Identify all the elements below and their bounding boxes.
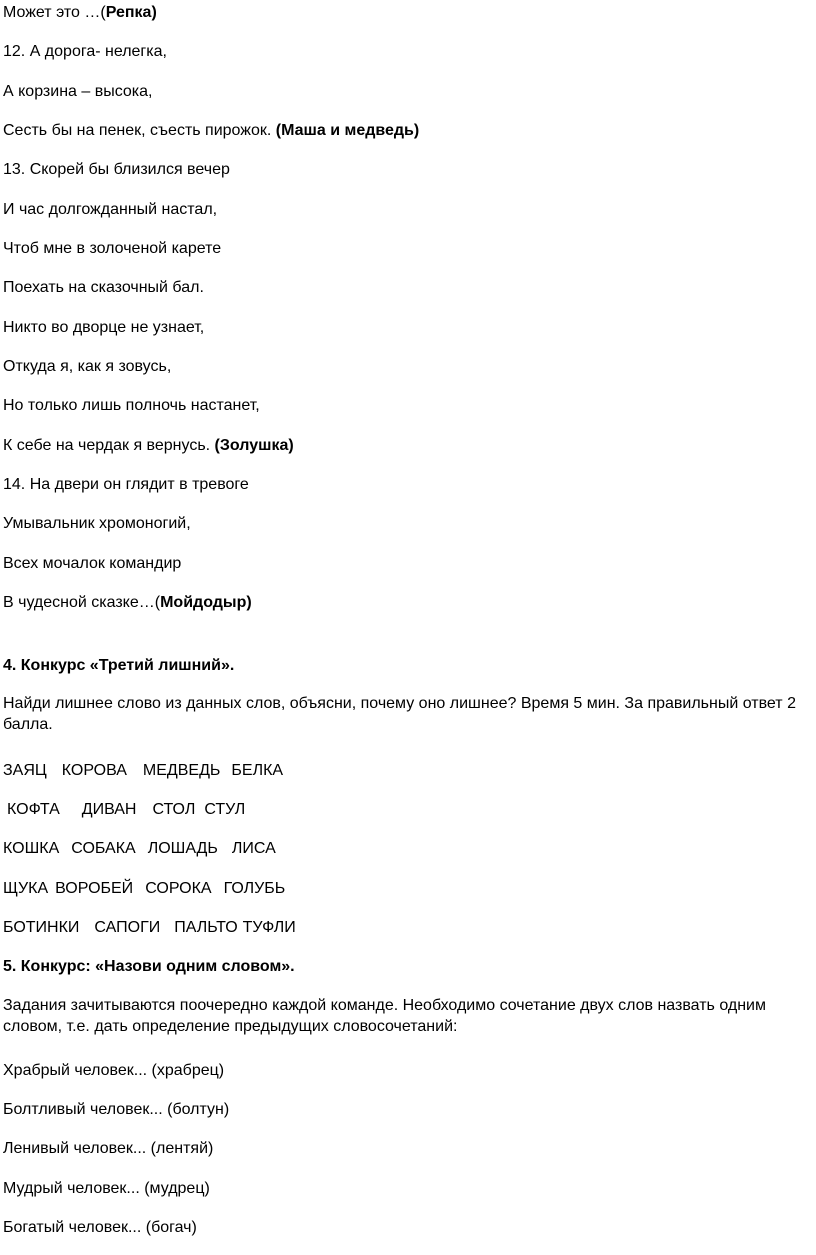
word: ЛИСА (231, 840, 276, 857)
riddle-text: Может это …( (3, 4, 106, 21)
word: КОШКА (3, 840, 60, 857)
word-row-5 (3, 918, 296, 938)
riddle-13-line-3: Чтоб мне в золоченой карете (3, 240, 222, 257)
contest-5-heading (3, 957, 295, 977)
word: СОРОКА (145, 880, 212, 897)
word: ТУФЛИ (242, 919, 296, 936)
word: МЕДВЕДЬ (142, 762, 221, 779)
riddle-13-line-2: И час долгожданный настал, (3, 201, 218, 218)
word: БОТИНКИ (3, 919, 80, 936)
section-heading: 5. Конкурс: «Назови одним словом». (3, 958, 295, 975)
answer-item-3: Ленивый человек... (лентяй) (3, 1140, 214, 1157)
word: ЩУКА (3, 880, 49, 897)
contest-5-instruction: Задания зачитываются поочередно каждой команде. Необходимо сочетание двух слов назвать одним словом, т.е. дать определение предыдущих словосочетаний: (3, 997, 766, 1035)
word-row-4 (3, 879, 285, 899)
riddle-13-line-4: Поехать на сказочный бал. (3, 279, 204, 296)
riddle-14-line-1: 14. На двери он глядит в тревоге (3, 476, 249, 493)
contest-4-instruction: Найди лишнее слово из данных слов, объясни, почему оно лишнее? Время 5 мин. За правильный ответ 2 балла. (3, 695, 796, 733)
word: ЛОШАДЬ (147, 840, 218, 857)
riddle-12-line-3 (3, 121, 419, 141)
riddle-answer: (Маша и медведь) (275, 122, 420, 139)
riddle-answer: Мойдодыр) (160, 594, 252, 611)
word: ДИВАН (81, 801, 137, 818)
word-row-1 (3, 761, 283, 781)
riddle-answer: Репка (105, 4, 152, 21)
riddle-text: В чудесной сказке…( (3, 594, 161, 611)
word: БЕЛКА (231, 762, 284, 779)
riddle-answer-close: ) (151, 4, 157, 21)
word: КОФТА (7, 801, 60, 818)
word-row-2 (7, 800, 245, 820)
riddle-answer: (Золушка) (214, 437, 294, 454)
riddle-12-line-1: 12. А дорога- нелегка, (3, 43, 167, 60)
section-heading: 4. Конкурс «Третий лишний». (3, 657, 235, 674)
riddle-14-line-4 (3, 593, 252, 613)
riddle-text: Сесть бы на пенек, съесть пирожок. (3, 122, 276, 139)
word-row-3 (3, 839, 276, 859)
answer-item-2: Болтливый человек... (болтун) (3, 1101, 230, 1118)
word: ПАЛЬТО (174, 919, 238, 936)
riddle-13-line-8 (3, 436, 294, 456)
riddle-13-line-7: Но только лишь полночь настанет, (3, 397, 260, 414)
riddle-14-line-2: Умывальник хромоногий, (3, 515, 191, 532)
word: ВОРОБЕЙ (55, 880, 134, 897)
word: СТОЛ (152, 801, 196, 818)
contest-4-heading (3, 656, 234, 676)
riddle-13-line-1: 13. Скорей бы близился вечер (3, 161, 230, 178)
answer-item-4: Мудрый человек... (мудрец) (3, 1180, 210, 1197)
word: ГОЛУБЬ (223, 880, 286, 897)
riddle-14-line-3: Всех мочалок командир (3, 555, 182, 572)
answer-item-5: Богатый человек... (богач) (3, 1219, 197, 1236)
riddle-13-line-6: Откуда я, как я зовусь, (3, 358, 172, 375)
answer-item-1: Храбрый человек... (храбрец) (3, 1062, 225, 1079)
riddle-12-line-2: А корзина – высока, (3, 83, 153, 100)
word: ЗАЯЦ (3, 762, 47, 779)
riddle-11-last-line (3, 3, 157, 23)
riddle-13-line-5: Никто во дворце не узнает, (3, 319, 205, 336)
word: СОБАКА (71, 840, 136, 857)
word: КОРОВА (61, 762, 127, 779)
riddle-text: К себе на чердак я вернусь. (3, 437, 215, 454)
word: САПОГИ (94, 919, 161, 936)
word: СТУЛ (204, 801, 246, 818)
